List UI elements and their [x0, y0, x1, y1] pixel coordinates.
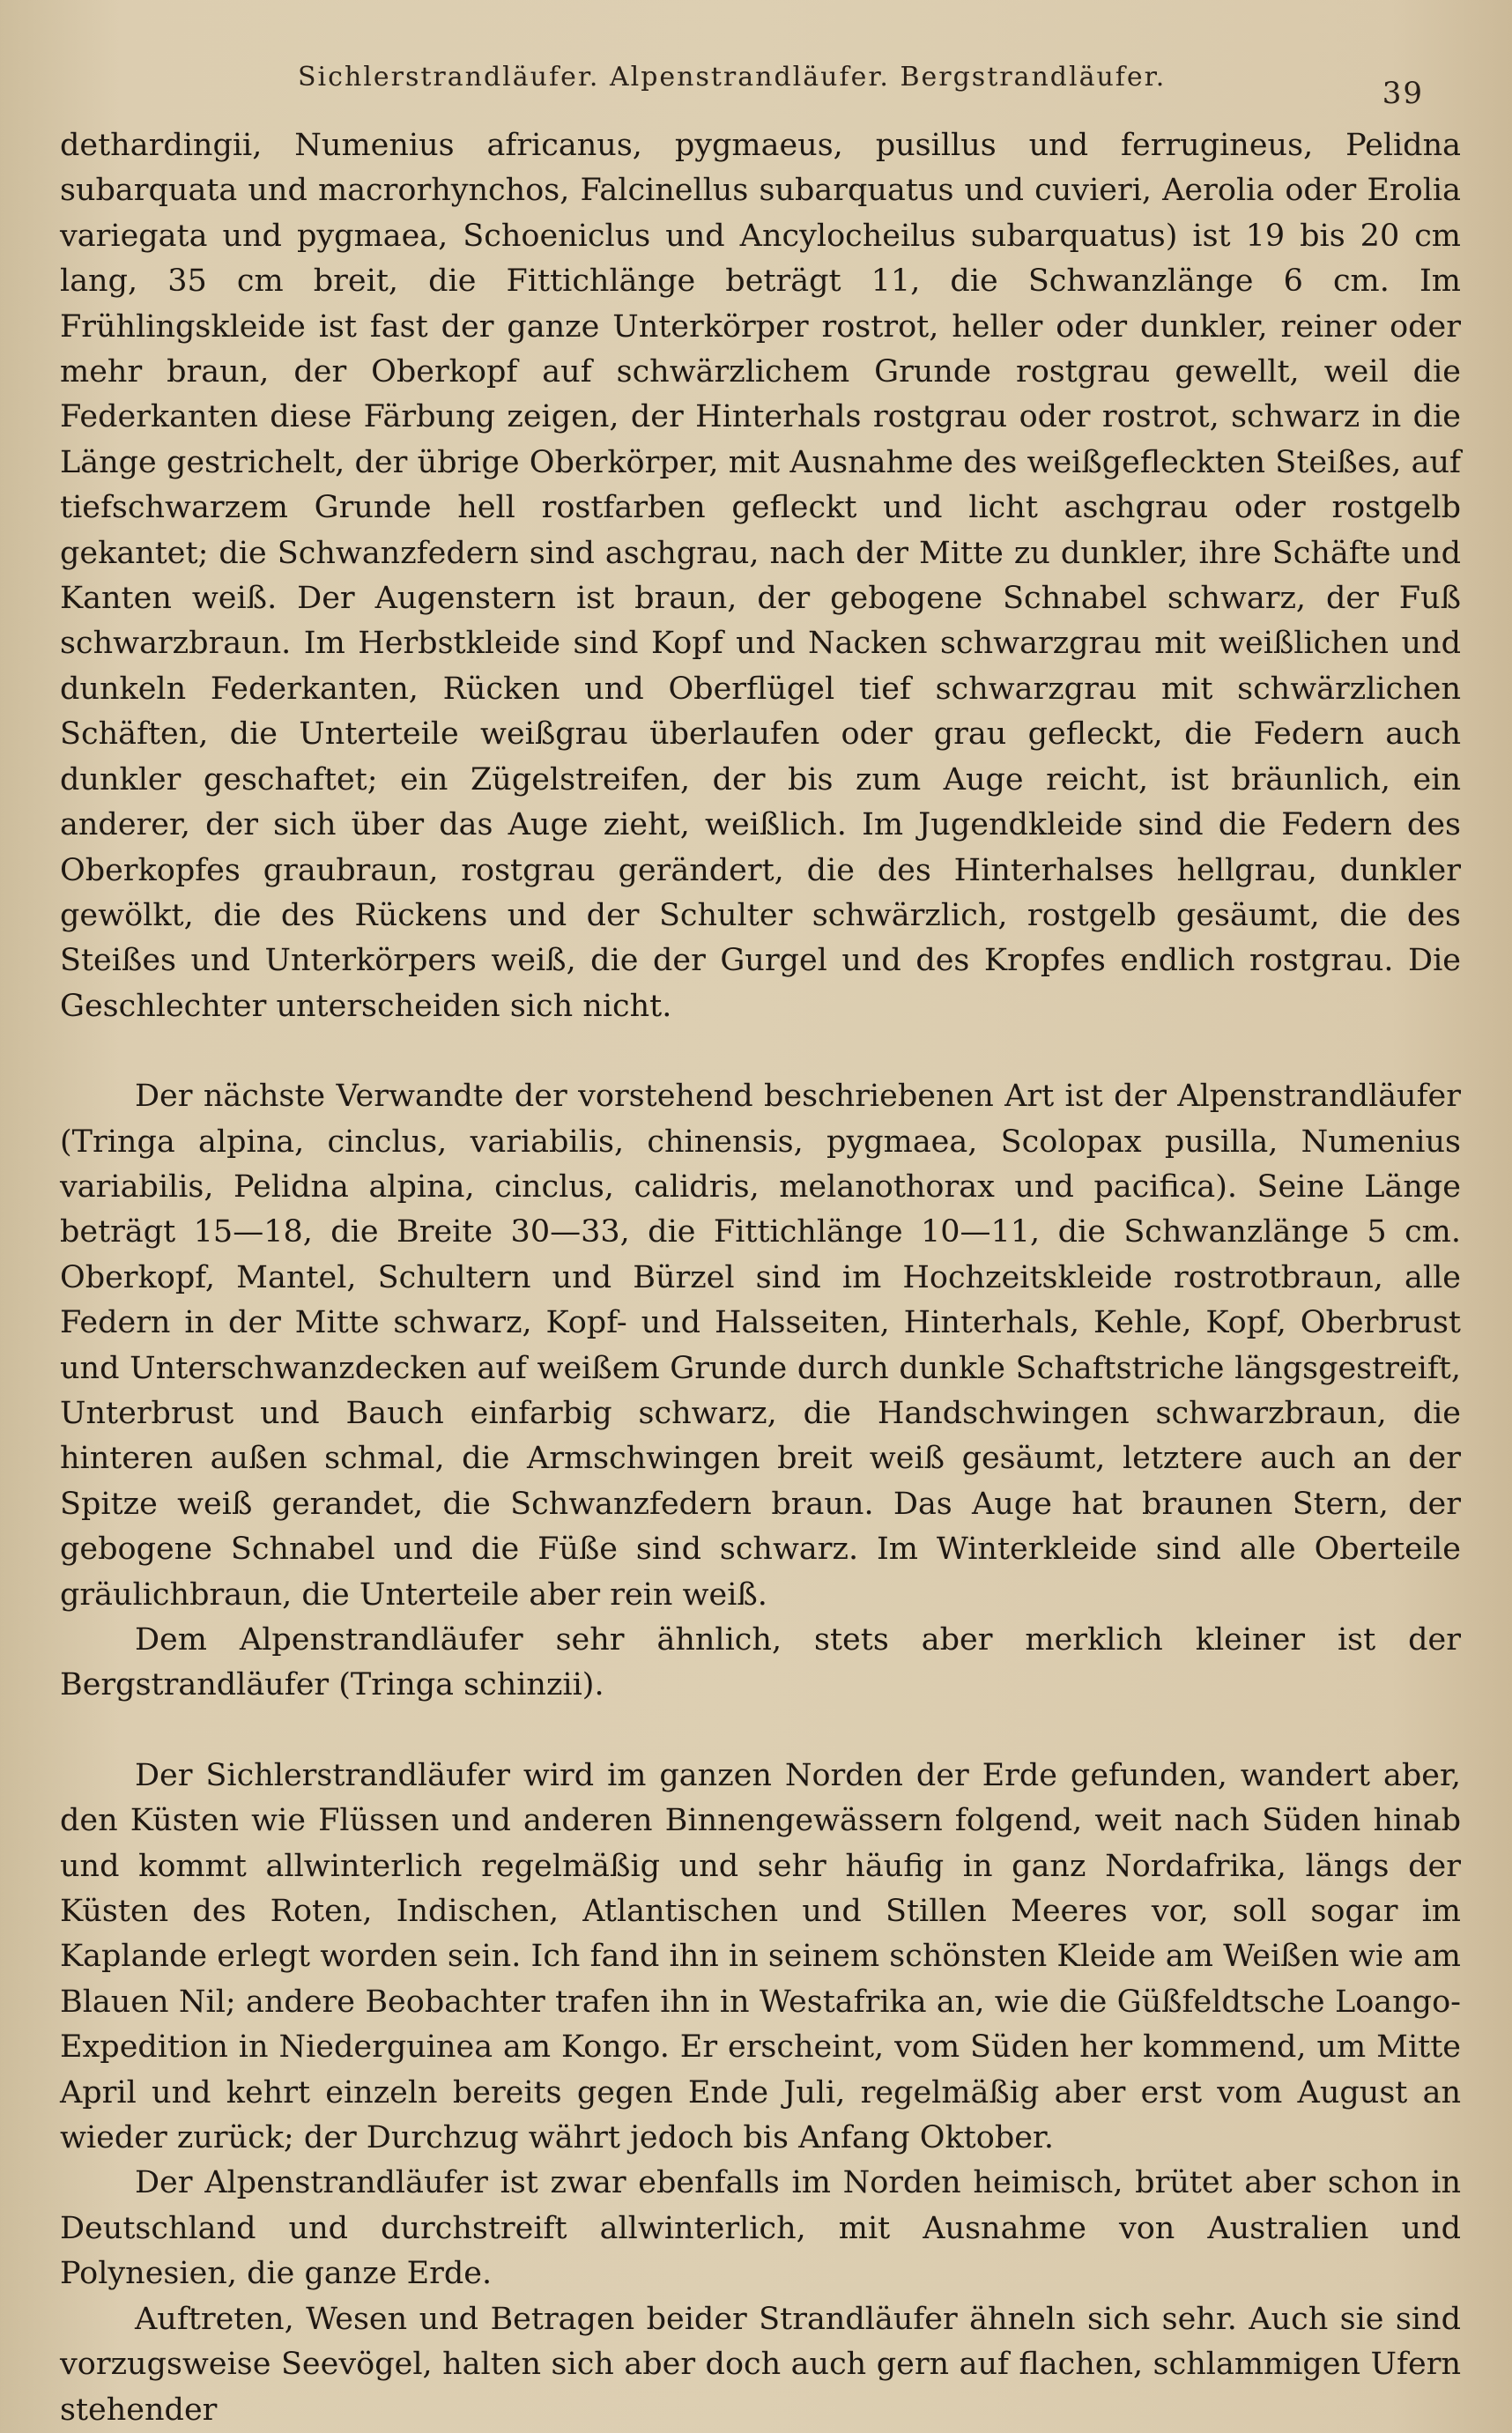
body-text: [60, 123, 1461, 2433]
paragraph-distribution-alpen: Der Alpenstrandläufer ist zwar ebenfalls im Norden heimisch, brütet aber schon in Deutschland und durchstreift allwinterlich, mit Ausnahme von Australien und Polynesien, die ganze Erde.: [60, 2165, 1461, 2292]
paragraph-distribution-sichler: Der Sichlerstrandläufer wird im ganzen Norden der Erde gefunden, wandert aber, den Küsten wie Flüssen und anderen Binnengewässern folgend, weit nach Süden hinab und kommt allwinterlich regelmäßig und sehr häufig in ganz Nordafrika, längs der Küsten des Roten, Indischen, Atlantischen und Stillen Meeres vor, soll sogar im Kaplande erlegt worden sein. Ich fand ihn in seinem schönsten Kleide am Weißen wie am Blauen Nil; andere Beobachter trafen ihn in Westafrika an, wie die Güßfeldtsche Loango-Expedition in Niederguinea am Kongo. Er erscheint, vom Süden her kommend, um Mitte April und kehrt einzeln bereits gegen Ende Juli, regelmäßig aber erst vom August an wieder zurück; der Durchzug währt jedoch bis Anfang Oktober.: [60, 1757, 1461, 2156]
paragraph-behaviour: Auftreten, Wesen und Betragen beider Strandläufer ähneln sich sehr. Auch sie sind vorzugsweise Seevögel, halten sich aber doch auch gern auf flachen, schlammigen Ufern stehender: [60, 2301, 1461, 2428]
paragraph-bergstrandlaeufer: Dem Alpenstrandläufer sehr ähnlich, stets aber merklich kleiner ist der Bergstrandläufer (Tringa schinzii).: [60, 1622, 1461, 1703]
running-title: Sichlerstrandläufer. Alpenstrandläufer. Bergstrandläufer.: [298, 62, 1167, 93]
paragraph-alpenstrandlaeufer: Der nächste Verwandte der vorstehend beschriebenen Art ist der Alpenstrandläufer (Tringa alpina, cinclus, variabilis, chinensis, pygmaea, Scolopax pusilla, Numenius variabilis, Pelidna alpina, cinclus, calidris, melanothorax und pacifica). Seine Länge beträgt 15—18, die Breite 30—33, die Fittichlänge 10—11, die Schwanzlänge 5 cm. Oberkopf, Mantel, Schultern und Bürzel sind im Hochzeitskleide rostrotbraun, alle Federn in der Mitte schwarz, Kopf- und Halsseiten, Hinterhals, Kehle, Kopf, Oberbrust und Unterschwanzdecken auf weißem Grunde durch dunkle Schaftstriche längsgestreift, Unterbrust und Bauch einfarbig schwarz, die Handschwingen schwarzbraun, die hinteren außen schmal, die Armschwingen breit weiß gesäumt, letztere auch an der Spitze weiß gerandet, die Schwanzfedern braun. Das Auge hat braunen Stern, der gebogene Schnabel und die Füße sind schwarz. Im Winterkleide sind alle Oberteile gräulichbraun, die Unterteile aber rein weiß.: [60, 1079, 1461, 1613]
running-head: [60, 62, 1461, 123]
page-number: 39: [1382, 76, 1424, 111]
paragraph-continued-description: dethardingii, Numenius africanus, pygmaeus, pusillus und ferrugineus, Pelidna subarquata und macrorhynchos, Falcinellus subarquatus und cuvieri, Aerolia oder Erolia variegata und pygmaea, Schoeniclus und Ancylocheilus subarquatus) ist 19 bis 20 cm lang, 35 cm breit, die Fittichlänge beträgt 11, die Schwanzlänge 6 cm. Im Frühlingskleide ist fast der ganze Unterkörper rostrot, heller oder dunkler, reiner oder mehr braun, der Oberkopf auf schwärzlichem Grunde rostgrau gewellt, weil die Federkanten diese Färbung zeigen, der Hinterhals rostgrau oder rostrot, schwarz in die Länge gestrichelt, der übrige Oberkörper, mit Ausnahme des weißgefleckten Steißes, auf tiefschwarzem Grunde hell rostfarben gefleckt und licht aschgrau oder rostgelb gekantet; die Schwanzfedern sind aschgrau, nach der Mitte zu dunkler, ihre Schäfte und Kanten weiß. Der Augenstern ist braun, der gebogene Schnabel schwarz, der Fuß schwarzbraun. Im Herbstkleide sind Kopf und Nacken schwarzgrau mit weißlichen und dunkeln Federkanten, Rücken und Oberflügel tief schwarzgrau mit schwärzlichen Schäften, die Unterteile weißgrau überlaufen oder grau gefleckt, die Federn auch dunkler geschaftet; ein Zügelstreifen, der bis zum Auge reicht, ist bräunlich, ein anderer, der sich über das Auge zieht, weißlich. Im Jugendkleide sind die Federn des Oberkopfes graubraun, rostgrau gerändert, die des Hinterhalses hellgrau, dunkler gewölkt, die des Rückens und der Schulter schwärzlich, rostgelb gesäumt, die des Steißes und Unterkörpers weiß, die der Gurgel und des Kropfes endlich rostgrau. Die Geschlechter unterscheiden sich nicht.: [60, 128, 1461, 1024]
